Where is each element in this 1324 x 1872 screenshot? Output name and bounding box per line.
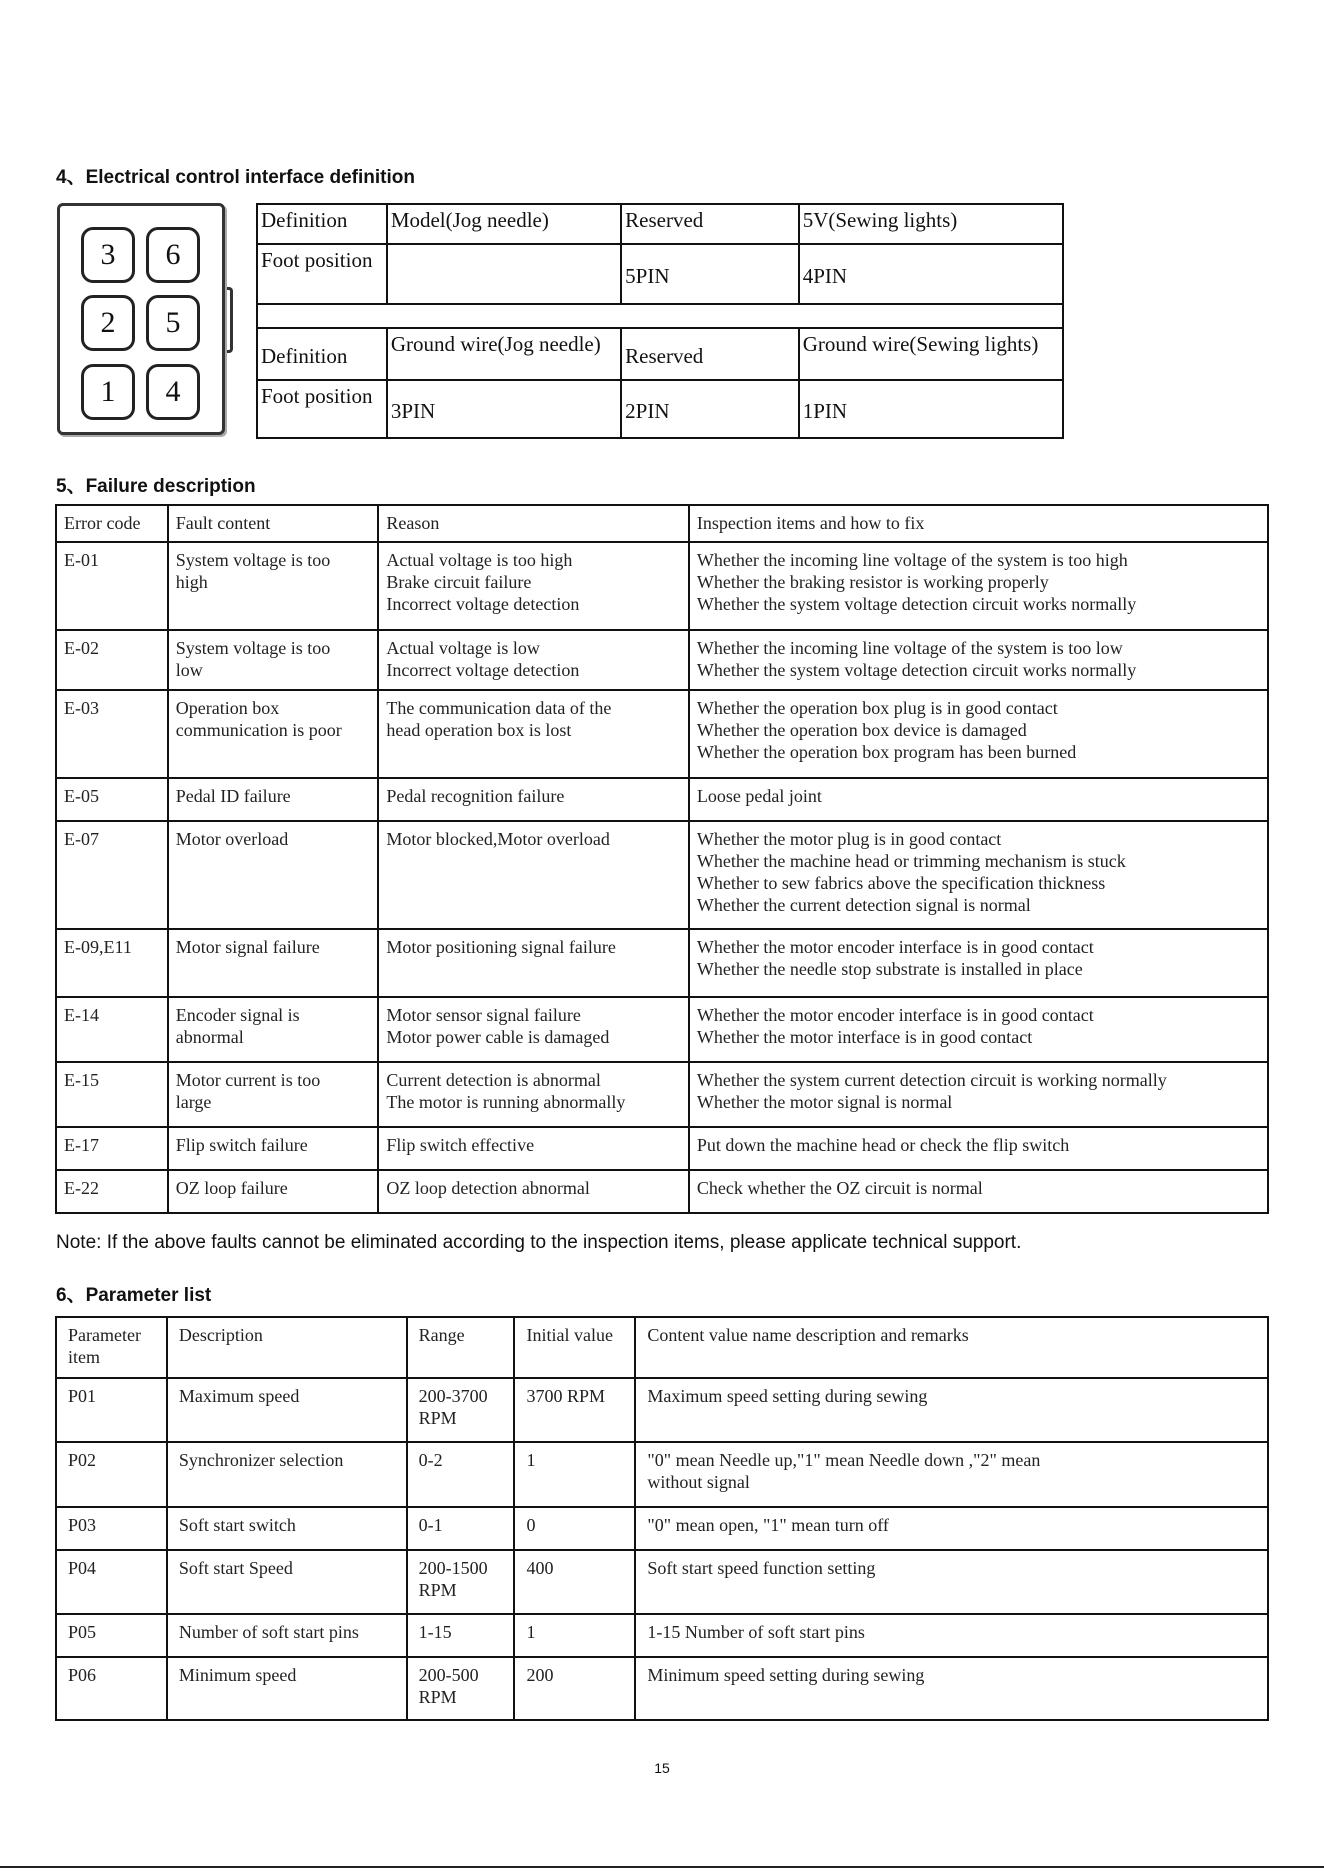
failure-cell-content: Encoder signal is abnormal: [168, 997, 379, 1062]
failure-cell-fix: Whether the motor plug is in good contact Whether the machine head or trimming mechanism is stuck Whether to sew fabrics above the specification thickness Whether the current detection signal is normal: [689, 821, 1268, 929]
interface-row: [257, 328, 1063, 380]
interface-cell: Ground wire(Jog needle): [387, 328, 621, 380]
failure-row: [56, 690, 1268, 778]
connector-diagram: [57, 203, 225, 435]
failure-cell-content: Operation box communication is poor: [168, 690, 379, 778]
interface-row: [257, 204, 1063, 244]
failure-row: [56, 1170, 1268, 1213]
interface-cell: 2PIN: [621, 380, 799, 438]
failure-cell-content: System voltage is too high: [168, 542, 379, 630]
parameter-row: [56, 1378, 1268, 1442]
failure-cell-code: E-09,E11: [56, 929, 168, 997]
interface-cell: 1PIN: [799, 380, 1063, 438]
parameter-cell-initial: 200: [514, 1657, 635, 1720]
interface-cell: 5V(Sewing lights): [799, 204, 1063, 244]
interface-cell: [387, 244, 621, 304]
interface-cell: Definition: [257, 204, 387, 244]
parameter-header-row: [56, 1317, 1268, 1378]
parameter-cell-desc: Synchronizer selection: [167, 1442, 407, 1507]
interface-cell: Model(Jog needle): [387, 204, 621, 244]
connector-pin-2: 2: [81, 295, 135, 351]
parameter-row: [56, 1657, 1268, 1720]
failure-cell-fix: Loose pedal joint: [689, 778, 1268, 821]
note-text: Note: If the above faults cannot be eliminated according to the inspection items, please applicate technical support.: [56, 1232, 1022, 1253]
interface-cell: Reserved: [621, 204, 799, 244]
failure-header-cell: Error code: [56, 505, 168, 542]
parameter-cell-initial: 0: [514, 1507, 635, 1550]
parameter-header-cell: Initial value: [514, 1317, 635, 1378]
page-number: 15: [654, 1760, 670, 1776]
interface-cell: 4PIN: [799, 244, 1063, 304]
parameter-cell-initial: 400: [514, 1550, 635, 1614]
parameter-cell-desc: Number of soft start pins: [167, 1614, 407, 1657]
connector-pin-6: 6: [146, 227, 200, 283]
failure-cell-fix: Put down the machine head or check the flip switch: [689, 1127, 1268, 1170]
failure-cell-fix: Whether the motor encoder interface is in good contact Whether the motor interface is in good contact: [689, 997, 1268, 1062]
failure-cell-code: E-17: [56, 1127, 168, 1170]
interface-cell: Foot position: [257, 244, 387, 304]
failure-cell-reason: Actual voltage is too high Brake circuit failure Incorrect voltage detection: [378, 542, 688, 630]
parameter-header-cell: Description: [167, 1317, 407, 1378]
failure-cell-fix: Whether the operation box plug is in good contact Whether the operation box device is damaged Whether the operation box program has been burned: [689, 690, 1268, 778]
interface-cell: Foot position: [257, 380, 387, 438]
parameter-cell-desc: Soft start switch: [167, 1507, 407, 1550]
interface-cell: Definition: [257, 328, 387, 380]
failure-cell-reason: Flip switch effective: [378, 1127, 688, 1170]
failure-row: [56, 821, 1268, 929]
failure-cell-reason: Actual voltage is low Incorrect voltage detection: [378, 630, 688, 690]
failure-header-cell: Fault content: [168, 505, 379, 542]
parameter-header-cell: Content value name description and remarks: [635, 1317, 1268, 1378]
parameter-cell-remarks: Soft start speed function setting: [635, 1550, 1268, 1614]
interface-spacer: [257, 304, 1063, 328]
interface-row: [257, 244, 1063, 304]
interface-cell: 3PIN: [387, 380, 621, 438]
failure-cell-fix: Whether the incoming line voltage of the system is too high Whether the braking resistor is working properly Whether the system voltage detection circuit works normally: [689, 542, 1268, 630]
parameter-row: [56, 1614, 1268, 1657]
failure-cell-code: E-03: [56, 690, 168, 778]
parameter-cell-remarks: "0" mean open, "1" mean turn off: [635, 1507, 1268, 1550]
failure-cell-content: OZ loop failure: [168, 1170, 379, 1213]
parameter-cell-item: P02: [56, 1442, 167, 1507]
failure-cell-code: E-15: [56, 1062, 168, 1127]
parameter-cell-range: 1-15: [407, 1614, 515, 1657]
failure-cell-content: Pedal ID failure: [168, 778, 379, 821]
parameter-cell-desc: Maximum speed: [167, 1378, 407, 1442]
failure-cell-content: System voltage is too low: [168, 630, 379, 690]
failure-cell-reason: OZ loop detection abnormal: [378, 1170, 688, 1213]
failure-row: [56, 778, 1268, 821]
failure-table: [55, 504, 1269, 1214]
failure-row: [56, 1062, 1268, 1127]
failure-header-cell: Inspection items and how to fix: [689, 505, 1268, 542]
failure-row: [56, 997, 1268, 1062]
parameter-cell-range: 0-1: [407, 1507, 515, 1550]
failure-row: [56, 1127, 1268, 1170]
parameter-cell-range: 200-3700 RPM: [407, 1378, 515, 1442]
connector-pin-1: 1: [81, 364, 135, 420]
parameter-row: [56, 1550, 1268, 1614]
failure-cell-code: E-22: [56, 1170, 168, 1213]
failure-cell-content: Motor signal failure: [168, 929, 379, 997]
parameter-cell-item: P05: [56, 1614, 167, 1657]
failure-cell-code: E-14: [56, 997, 168, 1062]
parameter-cell-range: 200-1500 RPM: [407, 1550, 515, 1614]
parameter-header-cell: Range: [407, 1317, 515, 1378]
failure-row: [56, 630, 1268, 690]
parameter-cell-desc: Minimum speed: [167, 1657, 407, 1720]
failure-cell-content: Motor current is too large: [168, 1062, 379, 1127]
interface-row: [257, 380, 1063, 438]
failure-cell-code: E-05: [56, 778, 168, 821]
section-title-parameter: 6、Parameter list: [56, 1285, 212, 1306]
parameter-cell-remarks: Maximum speed setting during sewing: [635, 1378, 1268, 1442]
failure-row: [56, 542, 1268, 630]
parameter-table: [55, 1316, 1269, 1721]
interface-cell: 5PIN: [621, 244, 799, 304]
interface-cell: Ground wire(Sewing lights): [799, 328, 1063, 380]
parameter-cell-initial: 3700 RPM: [514, 1378, 635, 1442]
parameter-cell-desc: Soft start Speed: [167, 1550, 407, 1614]
section-title-interface: 4、Electrical control interface definition: [56, 167, 415, 188]
failure-cell-content: Flip switch failure: [168, 1127, 379, 1170]
failure-cell-reason: Motor sensor signal failure Motor power cable is damaged: [378, 997, 688, 1062]
bottom-rule: [0, 1866, 1324, 1868]
parameter-cell-item: P01: [56, 1378, 167, 1442]
parameter-cell-item: P03: [56, 1507, 167, 1550]
interface-table: [256, 203, 1064, 439]
parameter-cell-initial: 1: [514, 1442, 635, 1507]
failure-cell-fix: Check whether the OZ circuit is normal: [689, 1170, 1268, 1213]
interface-cell: Reserved: [621, 328, 799, 380]
parameter-cell-remarks: 1-15 Number of soft start pins: [635, 1614, 1268, 1657]
failure-cell-reason: Current detection is abnormal The motor is running abnormally: [378, 1062, 688, 1127]
failure-header-cell: Reason: [378, 505, 688, 542]
failure-cell-reason: The communication data of the head operation box is lost: [378, 690, 688, 778]
failure-cell-reason: Motor positioning signal failure: [378, 929, 688, 997]
failure-cell-reason: Pedal recognition failure: [378, 778, 688, 821]
parameter-cell-item: P06: [56, 1657, 167, 1720]
failure-cell-fix: Whether the incoming line voltage of the system is too low Whether the system voltage detection circuit works normally: [689, 630, 1268, 690]
failure-cell-code: E-07: [56, 821, 168, 929]
parameter-cell-remarks: "0" mean Needle up,"1" mean Needle down ,"2" mean without signal: [635, 1442, 1268, 1507]
parameter-cell-range: 0-2: [407, 1442, 515, 1507]
failure-cell-fix: Whether the motor encoder interface is in good contact Whether the needle stop substrate is installed in place: [689, 929, 1268, 997]
failure-header-row: [56, 505, 1268, 542]
parameter-cell-remarks: Minimum speed setting during sewing: [635, 1657, 1268, 1720]
failure-cell-fix: Whether the system current detection circuit is working normally Whether the motor signal is normal: [689, 1062, 1268, 1127]
failure-cell-reason: Motor blocked,Motor overload: [378, 821, 688, 929]
failure-cell-code: E-01: [56, 542, 168, 630]
connector-pin-5: 5: [146, 295, 200, 351]
parameter-cell-item: P04: [56, 1550, 167, 1614]
failure-cell-content: Motor overload: [168, 821, 379, 929]
parameter-header-cell: Parameter item: [56, 1317, 167, 1378]
parameter-row: [56, 1442, 1268, 1507]
failure-cell-code: E-02: [56, 630, 168, 690]
parameter-row: [56, 1507, 1268, 1550]
parameter-cell-initial: 1: [514, 1614, 635, 1657]
connector-pin-4: 4: [146, 364, 200, 420]
section-title-failure: 5、Failure description: [56, 476, 256, 497]
connector-pin-3: 3: [81, 227, 135, 283]
parameter-cell-range: 200-500 RPM: [407, 1657, 515, 1720]
failure-row: [56, 929, 1268, 997]
